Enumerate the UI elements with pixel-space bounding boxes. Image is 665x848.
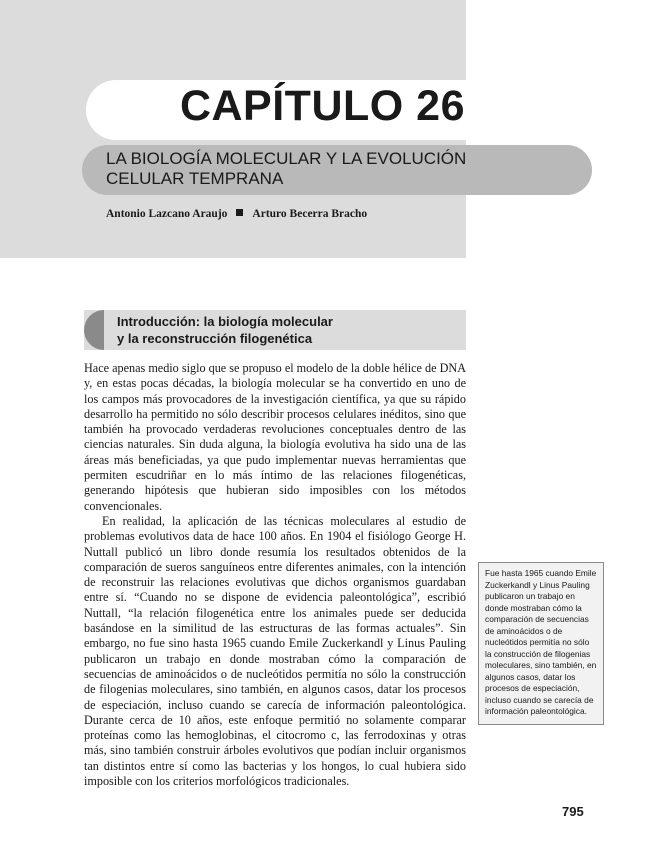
author-name: Antonio Lazcano Araujo xyxy=(106,208,228,220)
body-text xyxy=(84,361,466,789)
chapter-title: CAPÍTULO 26 xyxy=(179,82,465,130)
section-heading-line1: Introducción: la biología molecular xyxy=(117,314,333,329)
section-heading xyxy=(117,313,333,347)
chapter-subtitle-line1: LA BIOLOGÍA MOLECULAR Y LA EVOLUCIÓN xyxy=(106,149,467,168)
author-name: Arturo Becerra Bracho xyxy=(252,208,368,220)
body-paragraph: Hace apenas medio siglo que se propuso el modelo de la doble hélice de DNA y, en estas pocas décadas, la biología molecular se ha convertido en uno de los campos más provocadores de la investigación científica, ya que su rápido desarrollo ha permitido no sólo describir procesos celulares inéditos, sino que también ha provocado verdaderas revoluciones conceptuales dentro de las ciencias naturales. Sin duda alguna, la biología evolutiva ha sido una de las áreas más beneficiadas, ya que pudo implementar nuevas herramientas que permiten escudriñar en lo más íntimo de las relaciones filogenéticas, generando hipótesis que hubieran sido imposibles con los métodos convencionales. xyxy=(84,361,466,513)
body-paragraph: En realidad, la aplicación de las técnicas moleculares al estudio de problemas evolutivos data de hace 100 años. En 1904 el fisiólogo George H. Nuttall publicó un libro donde resumía los resultados obtenidos de la comparación de sueros sanguíneos entre diferentes animales, con la intención de reconstruir las relaciones evolutivas que dichos organismos guardaban entre sí. “Cuando no se dispone de evidencia paleontológica”, escribió Nuttall, “la relación filogenética entre los animales puede ser deducida basándose en la similitud de las estructuras de las formas actuales”. Sin embargo, no fue sino hasta 1965 cuando Emile Zuckerkandl y Linus Pauling publicaron un trabajo en donde mostraban cómo la comparación de secuencias de aminoácidos o de nucleótidos permitía no sólo la construcción de filogenias moleculares, sino también, en algunos casos, datar los procesos de especiación, incluso cuando se carecía de información paleontológica. Durante cerca de 10 años, este enfoque permitió no solamente comparar proteínas como las hemoglobinas, el citocromo c, las ferrodoxinas y otras más, sino también construir árboles evolutivos que podían incluir organismos tan distintos entre sí como las bacterias y los hongos, lo cual hubiera sido imposible con los criterios morfológicos tradicionales. xyxy=(84,513,466,789)
chapter-subtitle-line2: CELULAR TEMPRANA xyxy=(106,169,284,188)
section-heading-line2: y la reconstrucción filogenética xyxy=(117,331,313,346)
page-number: 795 xyxy=(562,804,584,819)
author-line xyxy=(106,208,367,220)
chapter-subtitle xyxy=(106,149,466,189)
author-separator-square xyxy=(236,209,243,216)
margin-note: Fue hasta 1965 cuando Emile Zuckerkandl y Linus Pauling publicaron un trabajo en donde mostraban cómo la comparación de secuencias de aminoácidos o de nucleótidos permitía no sólo la construcción de filogenias moleculares, sino también, en algunos casos, datar los procesos de especiación, incluso cuando se carecía de información paleontológica. xyxy=(478,562,604,725)
